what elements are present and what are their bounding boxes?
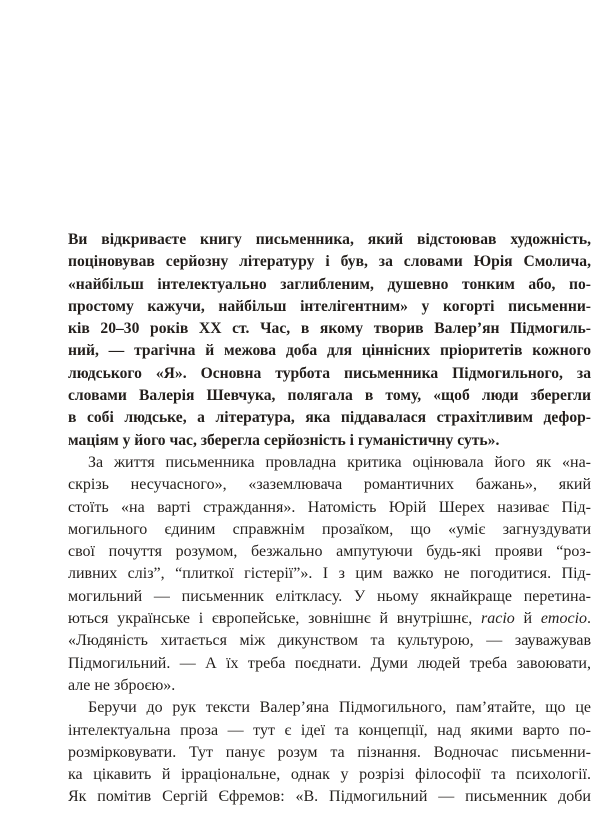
text-line: Як помітив Сергій Єфремов: «В. Підмогильний — письменник доби xyxy=(68,788,591,806)
book-page-text xyxy=(68,229,591,809)
text-line: скрізь несучасного», «заземлювача романтичних бажань», який xyxy=(68,476,591,494)
text-line: «Людяність хитається між дикунством та культурою, — зауважував xyxy=(68,632,591,650)
text-line: але не зброєю». xyxy=(68,676,176,694)
text-line: За життя письменника провладна критика оцінювала його як «на- xyxy=(88,453,591,471)
text-line: могильний — письменник еліткласу. У ньому якнайкраще перетина- xyxy=(68,587,591,605)
text-line: Підмогильний. — А їх треба поєднати. Думи людей треба завоювати, xyxy=(68,654,591,672)
paragraph-2 xyxy=(68,452,591,697)
text-line: поціновував серйозну літературу і був, за словами Юрія Смолича, xyxy=(68,253,591,271)
text-line: ка цікавить й ірраціональне, однак у розрізі філософії та психології. xyxy=(68,766,591,784)
text-span: й xyxy=(514,610,541,628)
italic-term: emocio xyxy=(540,610,588,628)
text-line: ків 20–30 років XX ст. Час, в якому творив Валер’ян Підмогиль- xyxy=(68,320,591,338)
text-line: Беручи до рук тексти Валер’яна Підмогильного, пам’ятайте, що це xyxy=(88,699,591,717)
text-line: інтелектуальна проза — тут є ідеї та концепції, над якими варто по- xyxy=(68,721,591,739)
text-line: ний, — трагічна й межова доба для ціннісних пріоритетів кожного xyxy=(68,342,591,360)
text-line xyxy=(68,608,591,630)
intro-paragraph-bold xyxy=(68,229,591,452)
text-line: людського «Я». Основна турбота письменника Підмогильного, за xyxy=(68,364,591,382)
text-line: стоїть «на варті страждання». Натомість Юрій Шерех називає Під- xyxy=(68,498,591,516)
text-line: Ви відкриваєте книгу письменника, який відстоював художність, xyxy=(68,231,591,248)
italic-term: racio xyxy=(480,610,515,628)
text-line: свої почуття розумом, безжально ампутуючи будь-які прояви “роз- xyxy=(68,543,591,561)
text-line: простому кажучи, найбільш інтелігентним» у когорті письменни- xyxy=(68,297,591,315)
text-line: в собі людське, а література, яка піддавалася страхітливим дефор- xyxy=(68,409,591,427)
text-line: словами Валерія Шевчука, полягала в тому, «щоб люди зберегли xyxy=(68,387,591,405)
text-line: ливних сліз”, “плиткої гістерії”». І з цим важко не погодитися. Під- xyxy=(68,565,591,583)
paragraph-3 xyxy=(68,697,591,808)
text-line: маціям у його час, зберегла серйозність і гуманістичну суть». xyxy=(68,431,500,449)
text-span: . xyxy=(587,610,592,628)
text-line: «найбільш інтелектуально заглибленим, душевно тонким або, по- xyxy=(68,275,591,293)
text-line: розмірковувати. Тут панує розум та пізнання. Водночас письменни- xyxy=(68,743,591,761)
text-line: могильного єдиним справжнім прозаїком, що «уміє загнуздувати xyxy=(68,520,591,538)
text-span: ються українське і європейське, зовнішнє й внутрішнє, xyxy=(68,610,481,628)
